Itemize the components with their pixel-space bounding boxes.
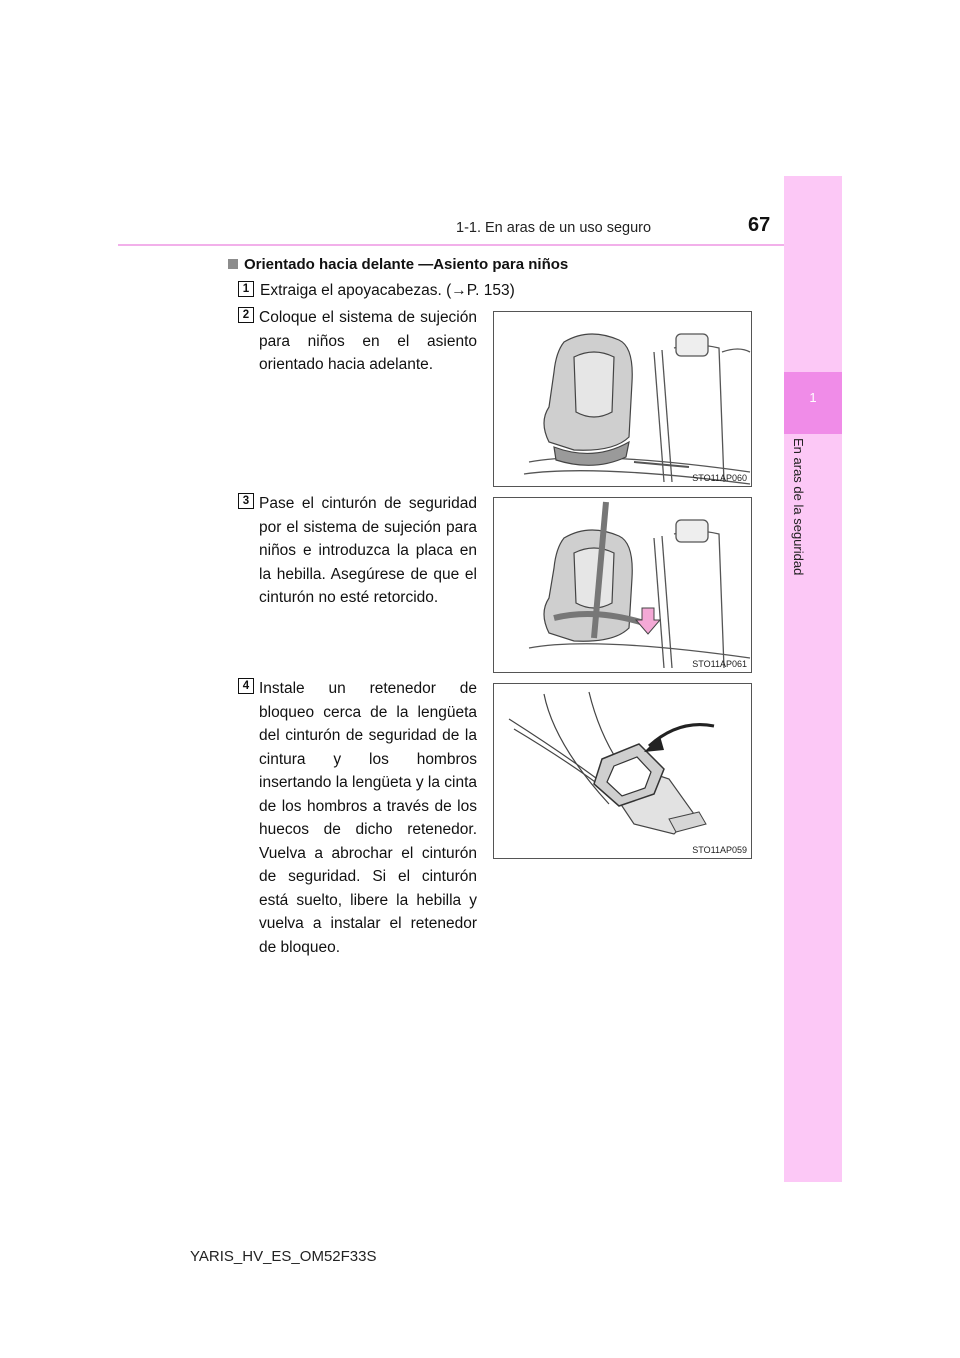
step-text-4: Instale un retenedor de bloqueo cerca de la lengüeta del cinturón de seguridad de la cintura y los hombros insertando la lengüeta y la cinta de los hombros a través de los huecos de dicho retenedor. Vuelva a abrochar el cinturón de seguridad. Si el cinturón está suelto, libere la hebilla y vuelva a instalar el retenedor de bloqueo.	[259, 680, 478, 956]
belt-routing-illustration	[494, 498, 751, 672]
chapter-side-tab	[784, 176, 842, 1182]
locking-clip-illustration	[494, 684, 751, 858]
chapter-title: En aras de la seguridad	[791, 438, 806, 576]
section-title: 1-1. En aras de un uso seguro	[456, 220, 652, 236]
step-number-4: 4	[238, 678, 254, 694]
header-divider	[118, 244, 842, 246]
step-number-3: 3	[238, 493, 254, 509]
figure-label: STO11AP060	[692, 473, 747, 483]
document-code: YARIS_HV_ES_OM52F33S	[190, 1248, 377, 1265]
heading-square-icon	[228, 259, 238, 269]
figure-locking-clip	[493, 683, 752, 859]
chapter-number: 1	[809, 390, 817, 405]
figure-label: STO11AP059	[692, 845, 747, 855]
heading-text: Orientado hacia delante —Asiento para niños	[244, 256, 569, 273]
figure-child-seat-placement	[493, 311, 752, 487]
child-seat-illustration	[494, 312, 751, 486]
step-text-3: Pase el cinturón de seguridad por el sistema de sujeción para niños e introduzca la placa en la hebilla. Asegúrese de que el cinturón no esté retorcido.	[259, 495, 477, 606]
step-number-1: 1	[238, 281, 254, 297]
page-number: 67	[748, 214, 771, 236]
step-text-1: Extraiga el apoyacabezas. (→P. 153)	[260, 282, 515, 299]
figure-belt-routing	[493, 497, 752, 673]
figure-label: STO11AP061	[692, 659, 747, 669]
step-text-2: Coloque el sistema de sujeción para niños en el asiento orientado hacia adelante.	[259, 309, 477, 373]
section-heading	[228, 256, 568, 273]
step-number-2: 2	[238, 307, 254, 323]
